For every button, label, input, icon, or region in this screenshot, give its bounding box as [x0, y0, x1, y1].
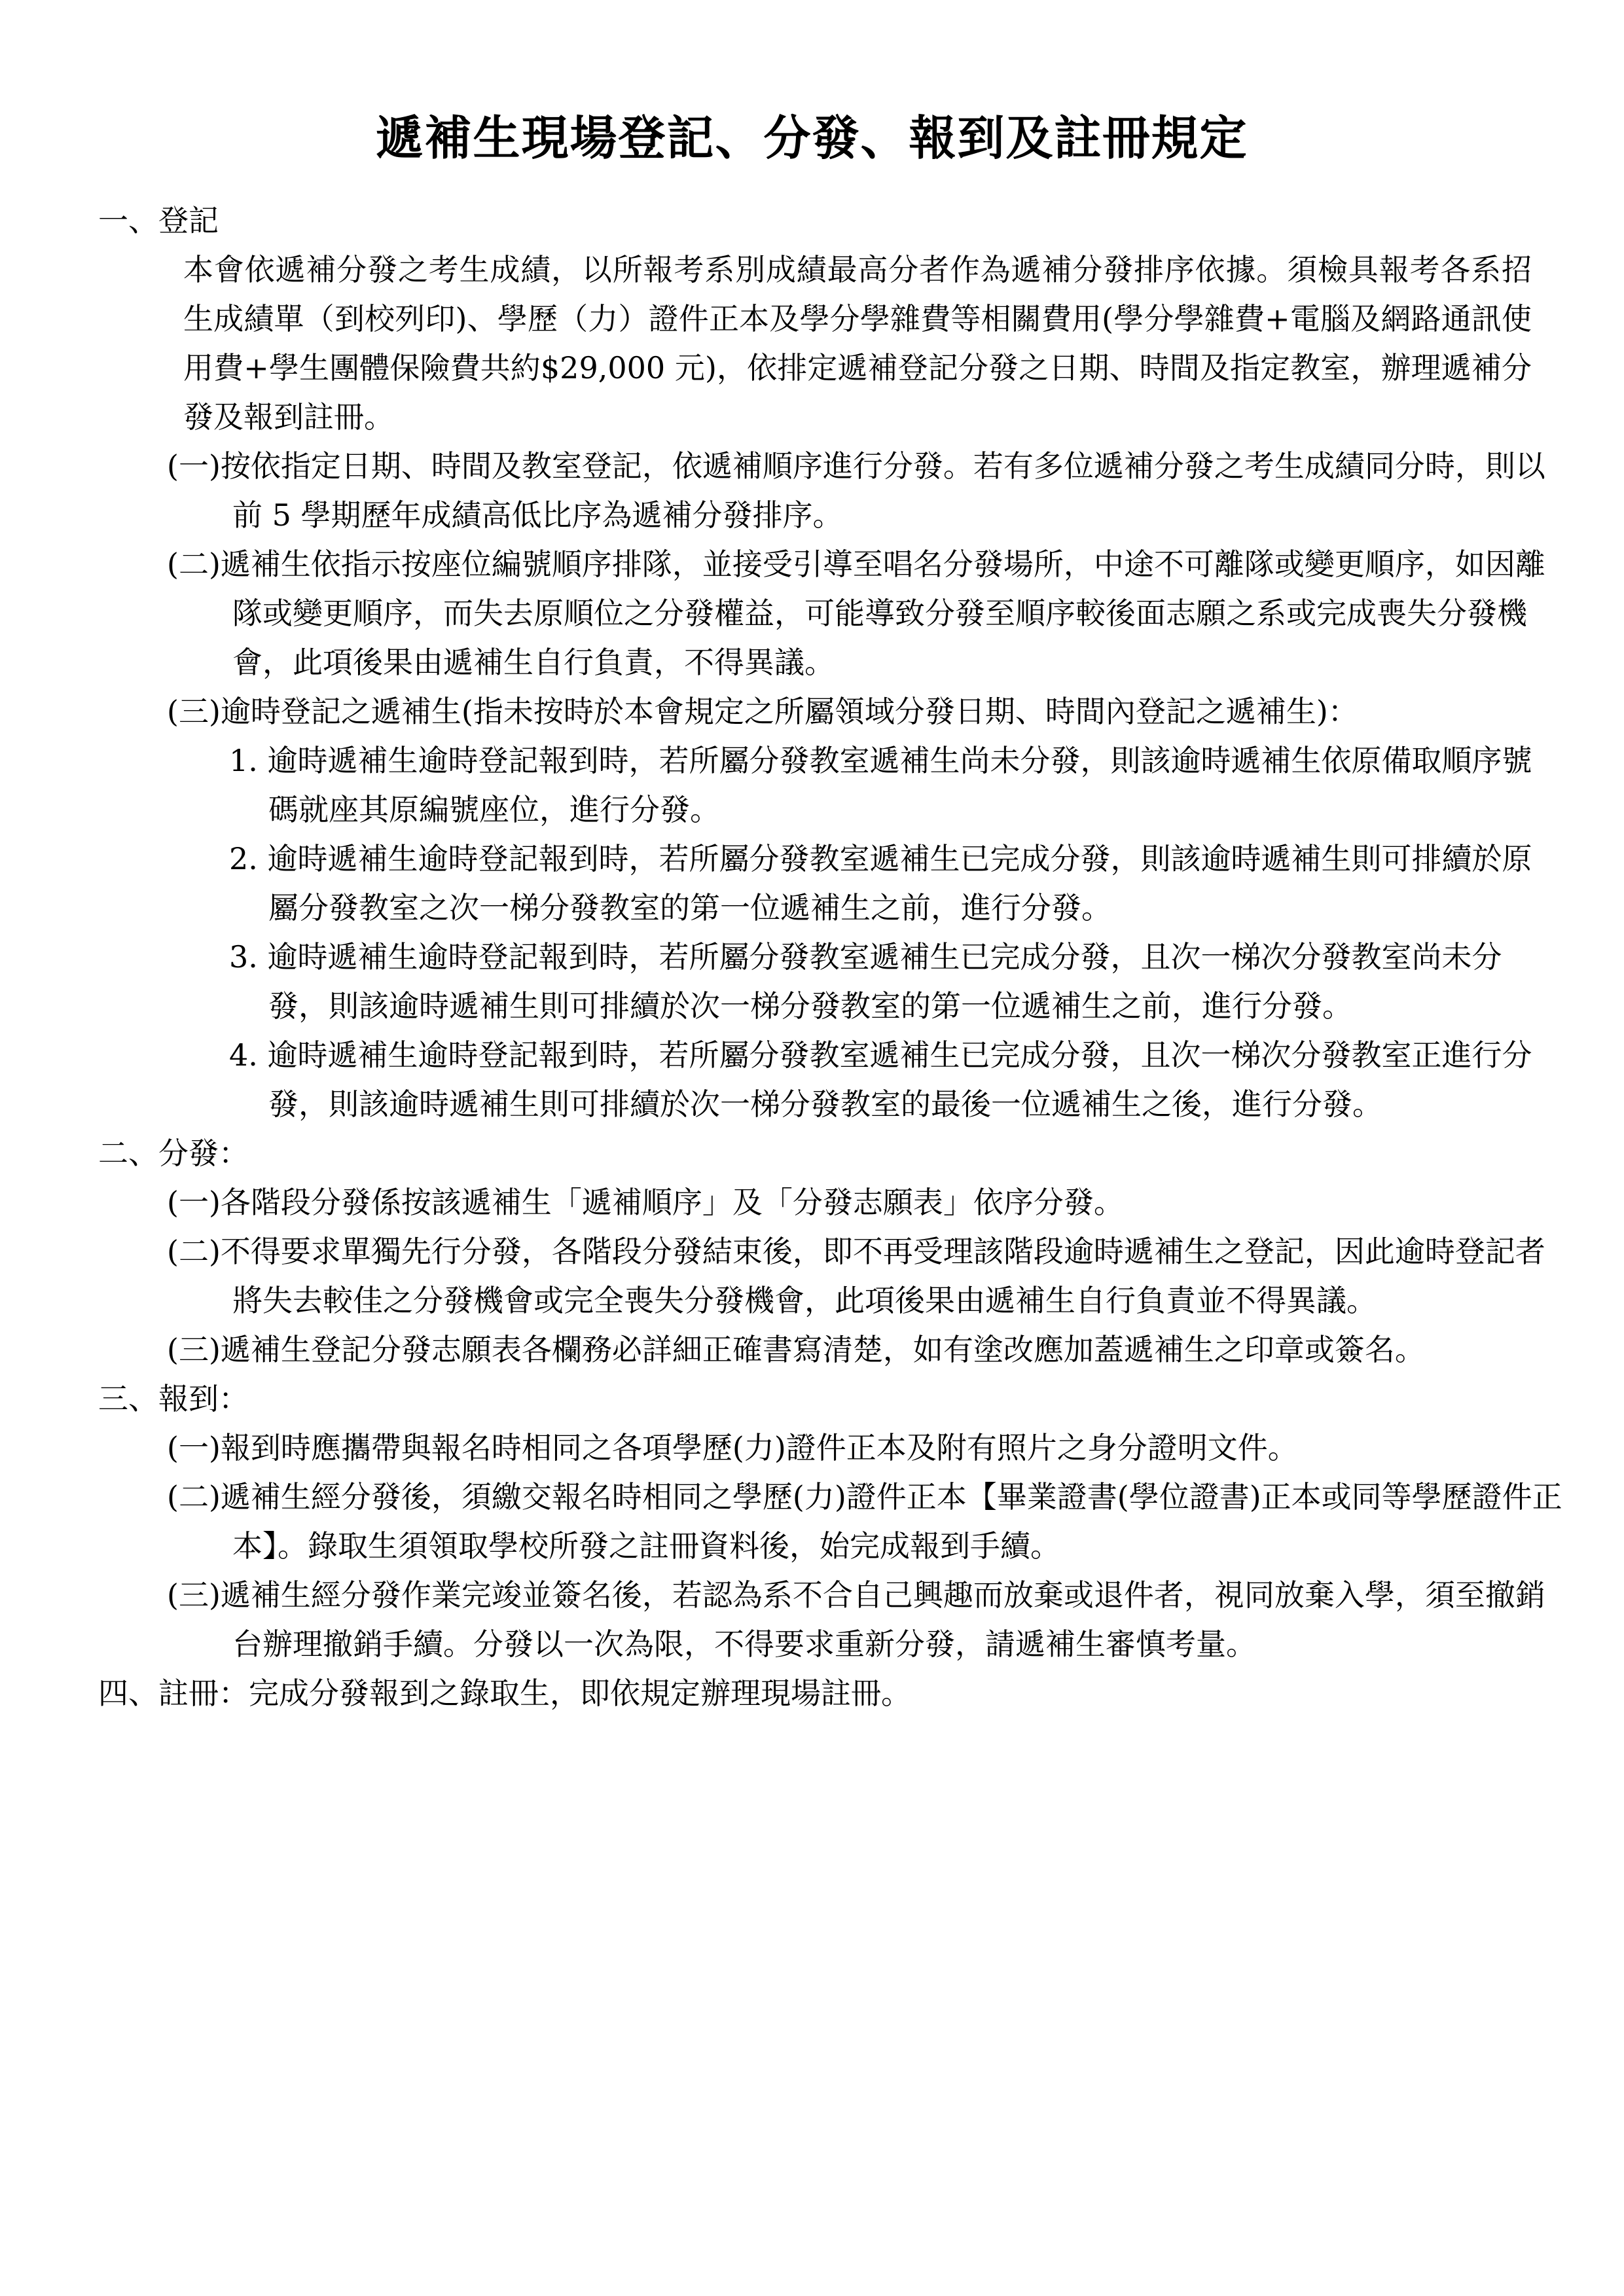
section-heading-enrollment: 四、註冊：完成分發報到之錄取生，即依規定辦理現場註冊。 — [98, 1676, 911, 1711]
document-body — [0, 196, 1624, 1718]
section-heading-allocation: 二、分發： — [98, 1136, 249, 1171]
sub-clause: (一)各階段分發係按該遞補生「遞補順序」及「分發志願表」依序分發。 — [167, 1185, 1124, 1220]
section-heading-reporting: 三、報到： — [98, 1381, 249, 1416]
sub-clause: (三)遞補生經分發作業完竣並簽名後，若認為系不合自己興趣而放棄或退件者，視同放棄入學，須至撤銷台辦理撤銷手續。分發以一次為限，不得要求重新分發，請遞補生審慎考量。 — [167, 1577, 1545, 1662]
numbered-item: 1. 逾時遞補生逾時登記報到時，若所屬分發教室遞補生尚未分發，則該逾時遞補生依原備取順序號碼就座其原編號座位，進行分發。 — [229, 743, 1532, 827]
sub-clause: (一)按依指定日期、時間及教室登記，依遞補順序進行分發。若有多位遞補分發之考生成績同分時，則以前 5 學期歷年成績高低比序為遞補分發排序。 — [167, 448, 1545, 533]
numbered-item: 3. 逾時遞補生逾時登記報到時，若所屬分發教室遞補生已完成分發，且次一梯次分發教室尚未分發，則該逾時遞補生則可排續於次一梯分發教室的第一位遞補生之前，進行分發。 — [229, 939, 1502, 1024]
section-intro-paragraph: 本會依遞補分發之考生成績，以所報考系別成績最高分者作為遞補分發排序依據。須檢具報考各系招生成績單（到校列印)、學歷（力）證件正本及學分學雜費等相關費用(學分學雜費+電腦及網路通訊使用費+學生團體保險費共約$29,000 元)，依排定遞補登記分發之日期、時間及指定教室，辦理遞補分發及報到註冊。 — [183, 252, 1532, 435]
numbered-item: 2. 逾時遞補生逾時登記報到時，若所屬分發教室遞補生已完成分發，則該逾時遞補生則可排續於原屬分發教室之次一梯分發教室的第一位遞補生之前，進行分發。 — [229, 841, 1532, 925]
page-title: 遞補生現場登記、分發、報到及註冊規定 — [376, 111, 1248, 166]
numbered-item: 4. 逾時遞補生逾時登記報到時，若所屬分發教室遞補生已完成分發，且次一梯次分發教室正進行分發，則該逾時遞補生則可排續於次一梯分發教室的最後一位遞補生之後，進行分發。 — [229, 1037, 1532, 1122]
sub-clause: (三)遞補生登記分發志願表各欄務必詳細正確書寫清楚，如有塗改應加蓋遞補生之印章或簽名。 — [167, 1332, 1425, 1367]
section-heading-registration: 一、登記 — [98, 203, 219, 238]
sub-clause: (二)遞補生經分發後，須繳交報名時相同之學歷(力)證件正本【畢業證書(學位證書)正本或同等學歷證件正本】。錄取生須領取學校所發之註冊資料後，始完成報到手續。 — [167, 1479, 1562, 1564]
sub-clause: (一)報到時應攜帶與報名時相同之各項學歷(力)證件正本及附有照片之身分證明文件。 — [167, 1430, 1298, 1465]
sub-clause: (二)遞補生依指示按座位編號順序排隊，並接受引導至唱名分發場所，中途不可離隊或變更順序，如因離隊或變更順序，而失去原順位之分發權益，可能導致分發至順序較後面志願之系或完成喪失分發機會，此項後果由遞補生自行負責，不得異議。 — [167, 547, 1545, 680]
sub-clause: (三)逾時登記之遞補生(指未按時於本會規定之所屬領域分發日期、時間內登記之遞補生)： — [167, 694, 1358, 729]
sub-clause: (二)不得要求單獨先行分發，各階段分發結束後，即不再受理該階段逾時遞補生之登記，因此逾時登記者將失去較佳之分發機會或完全喪失分發機會，此項後果由遞補生自行負責並不得異議。 — [167, 1234, 1545, 1318]
